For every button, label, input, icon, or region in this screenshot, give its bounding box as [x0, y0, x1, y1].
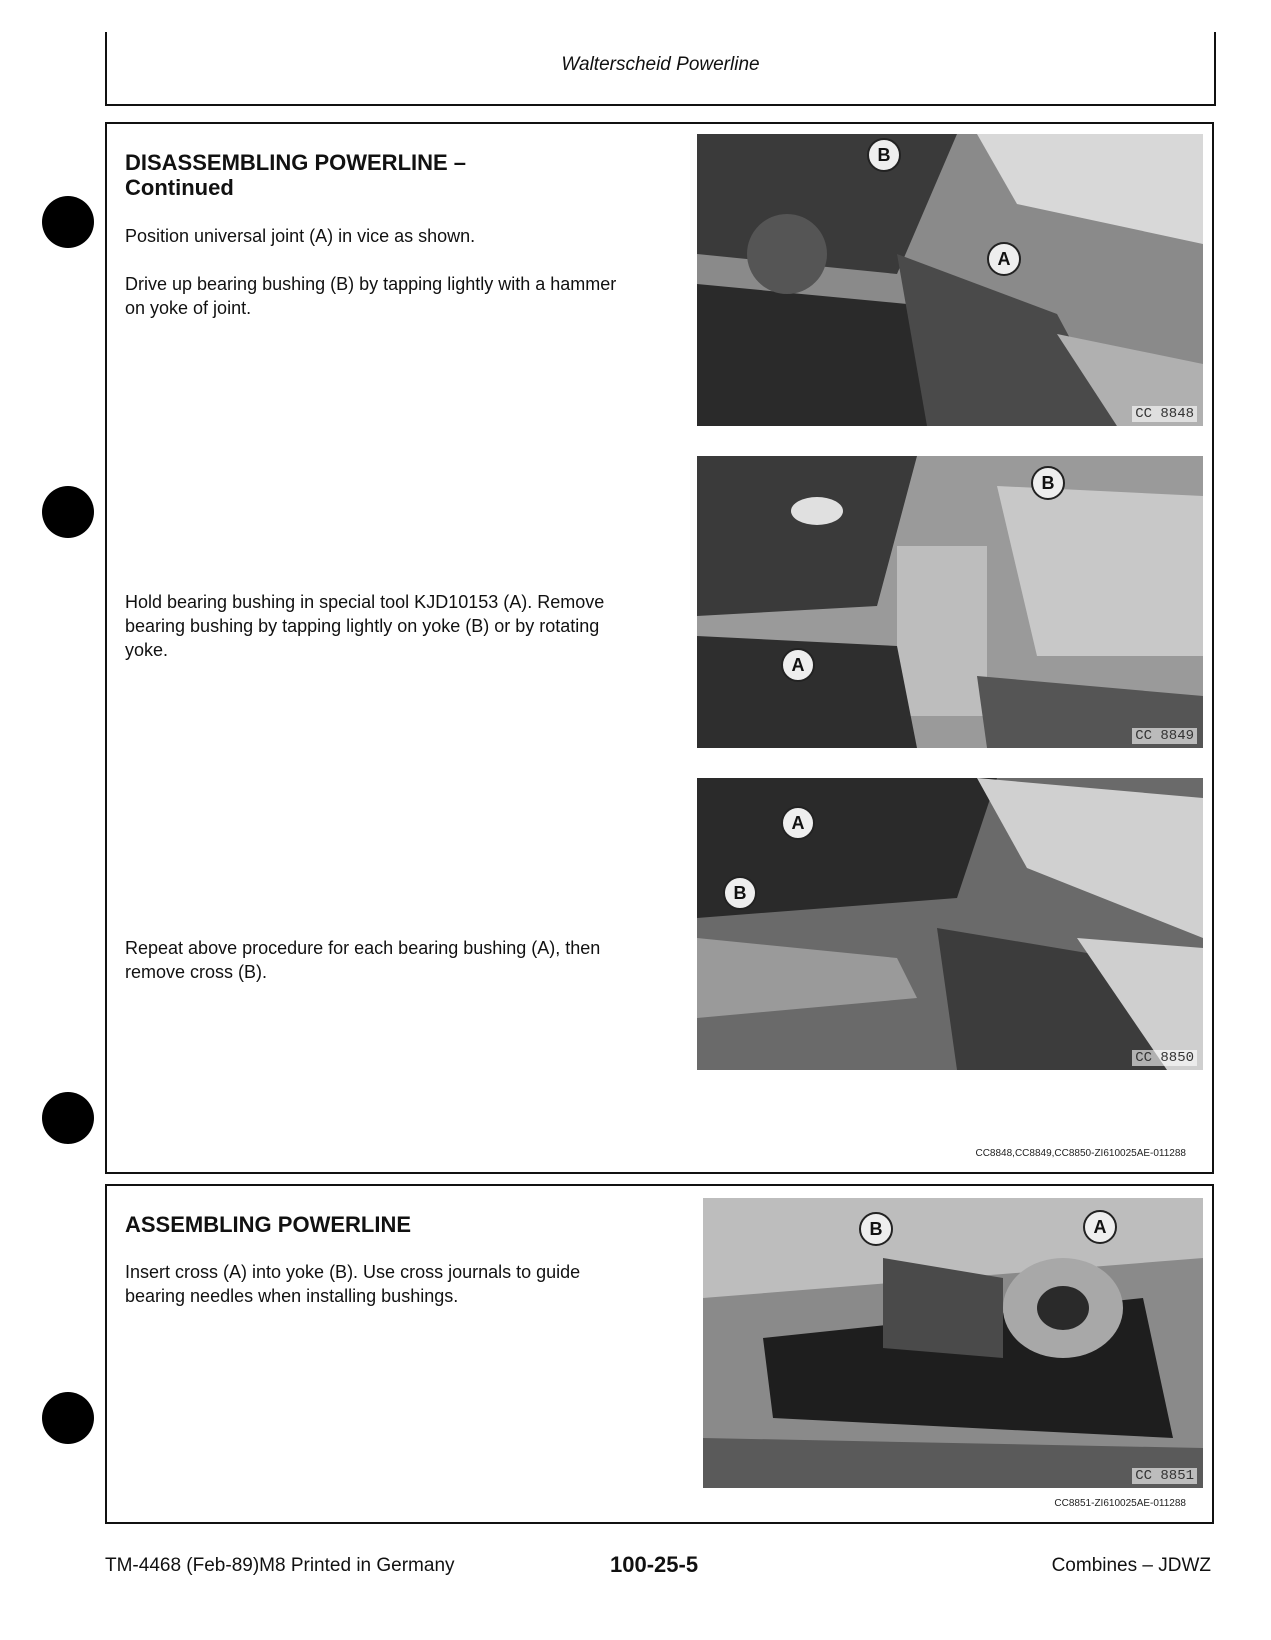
punch-hole: [42, 1092, 94, 1144]
footer-product: Combines – JDWZ: [1051, 1555, 1211, 1576]
photo-image: [697, 456, 1203, 748]
punch-hole: [42, 1392, 94, 1444]
photo-code: CC 8850: [1132, 1050, 1197, 1066]
photo-image: [703, 1198, 1203, 1488]
step-text: Hold bearing bushing in special tool KJD10153 (A). Remove bearing bushing by tapping lightly on yoke (B) or by rotating yoke.: [125, 592, 605, 660]
heading-line-1: DISASSEMBLING POWERLINE –: [125, 150, 467, 175]
reference-code: CC8848,CC8849,CC8850-ZI610025AE-011288: [975, 1148, 1186, 1159]
photo-image: [697, 778, 1203, 1070]
photo-code: CC 8848: [1132, 406, 1197, 422]
step-text: Drive up bearing bushing (B) by tapping lightly with a hammer on yoke of joint.: [125, 274, 617, 318]
heading-line-2: Continued: [125, 175, 234, 200]
callout-b: B: [1031, 466, 1065, 500]
reference-code: CC8851-ZI610025AE-011288: [1054, 1498, 1186, 1509]
callout-a: A: [987, 242, 1021, 276]
section-heading: [125, 150, 466, 200]
photo-image: [697, 134, 1203, 426]
photo-special-tool: [697, 456, 1203, 748]
punch-hole: [42, 196, 94, 248]
step-text: Repeat above procedure for each bearing bushing (A), then remove cross (B).: [125, 938, 601, 982]
page-header: [105, 32, 1216, 106]
photo-universal-joint-in-vice: [697, 134, 1203, 426]
section-heading: ASSEMBLING POWERLINE: [125, 1212, 412, 1237]
step-text: Insert cross (A) into yoke (B). Use cross journals to guide bearing needles when installing bushings.: [125, 1262, 581, 1306]
photo-code: CC 8851: [1132, 1468, 1197, 1484]
photo-insert-cross: [703, 1198, 1203, 1488]
assembling-section: [105, 1184, 1214, 1524]
callout-a: A: [781, 648, 815, 682]
step-text: Position universal joint (A) in vice as shown.: [125, 226, 476, 246]
photo-code: CC 8849: [1132, 728, 1197, 744]
callout-b: B: [723, 876, 757, 910]
callout-a: A: [781, 806, 815, 840]
photo-remove-cross: [697, 778, 1203, 1070]
disassembling-section: [105, 122, 1214, 1174]
callout-b: B: [859, 1212, 893, 1246]
header-title: Walterscheid Powerline: [561, 54, 760, 75]
footer-publication: TM-4468 (Feb-89)M8 Printed in Germany: [105, 1555, 455, 1576]
footer-page-number: 100-25-5: [610, 1552, 699, 1577]
callout-b: B: [867, 138, 901, 172]
punch-hole: [42, 486, 94, 538]
callout-a: A: [1083, 1210, 1117, 1244]
